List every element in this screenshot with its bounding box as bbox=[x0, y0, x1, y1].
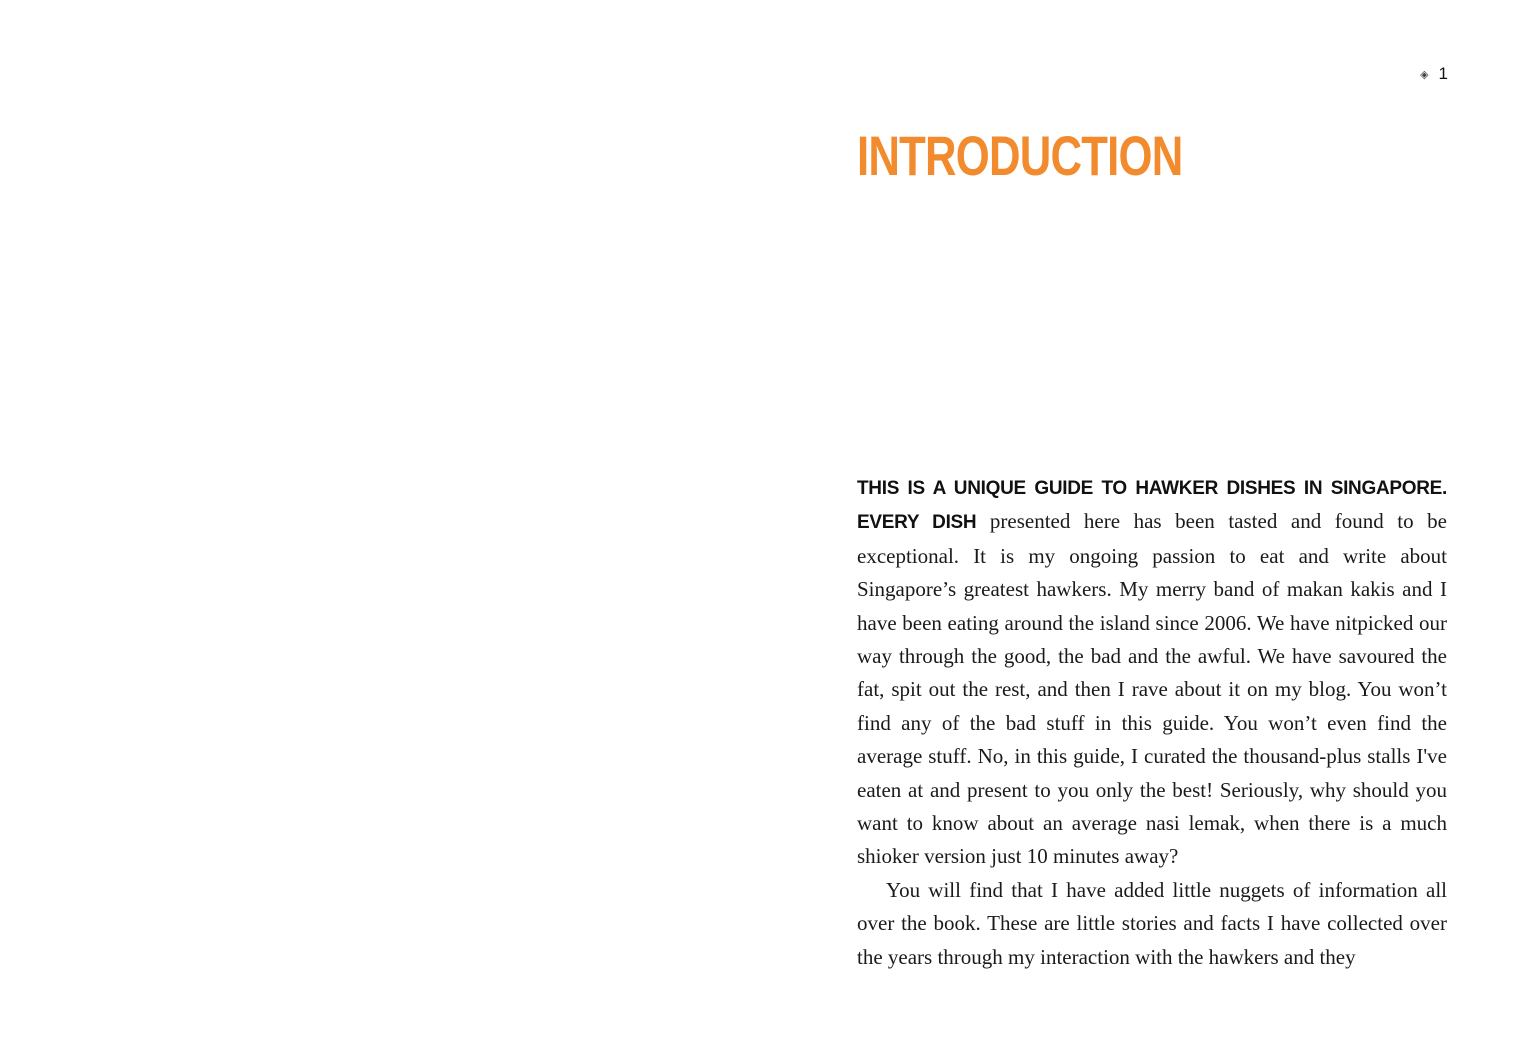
lead-in-text: THIS IS A UNIQUE GUIDE TO HAWKER DISHES IN SINGAPORE. EVERY DISH bbox=[857, 478, 1447, 534]
chapter-title: INTRODUCTION bbox=[857, 124, 1183, 187]
paragraph-1-text: presented here has been tasted and found to be exceptional. It is my ongoing passion to eat and write about Singapore’s greatest hawkers. My merry band of makan kakis and I have been eating around the island since 2006. We have nitpicked our way through the good, the bad and the awful. We have savoured the fat, spit out the rest, and then I rave about it on my blog. You won’t find any of the bad stuff in this guide. You won’t even find the average stuff. No, in this guide, I curated the thousand-plus stalls I've eaten at and present to you only the best! Seriously, why should you want to know about an average nasi lemak, when there is a much shioker version just 10 minutes away? bbox=[857, 509, 1447, 869]
paragraph-2: You will find that I have added little nuggets of information all over the book. These are little stories and facts I have collected over the years through my interaction with the hawkers and they bbox=[857, 877, 1447, 969]
body-text bbox=[857, 471, 1447, 974]
page-number bbox=[1420, 64, 1448, 84]
diamond-ornament-icon: ◈ bbox=[1420, 68, 1429, 81]
page-number-value: 1 bbox=[1438, 64, 1448, 83]
paragraph-1 bbox=[857, 471, 1447, 874]
